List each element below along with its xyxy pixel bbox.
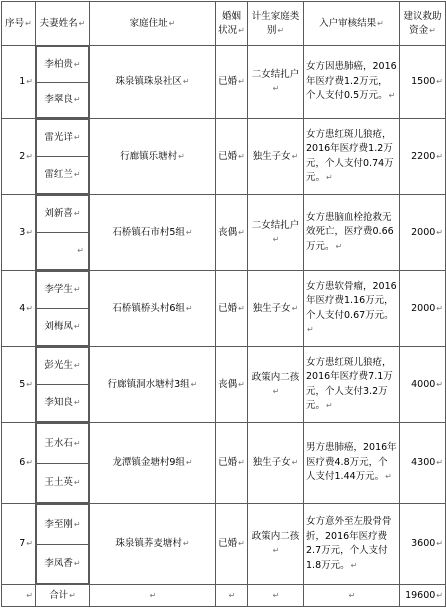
cell-marital: 丧偶↵ — [216, 347, 248, 423]
cell-seq: 4↵ — [2, 271, 36, 347]
cell-family-type: 独生子女↵ — [248, 119, 304, 195]
cell-seq: 7↵ — [2, 504, 36, 585]
cell-seq: 1↵ — [2, 46, 36, 119]
cell-seq: ↵ — [2, 585, 36, 607]
header-family-type: 计生家庭类别↵ — [248, 2, 304, 46]
header-address: 家庭住址↵ — [90, 2, 216, 46]
cell-marital: 已婚↵ — [216, 46, 248, 119]
cell-names — [36, 46, 90, 119]
cell-result: 女方意外至左股骨骨折，2016年医疗费2.7万元，个人支付1.8万元。↵ — [304, 504, 400, 585]
header-marital: 婚姻状况↵ — [216, 2, 248, 46]
wife-name: 雷红兰↵ — [37, 157, 89, 194]
header-name: 夫妻姓名↵ — [36, 2, 90, 46]
table-row — [2, 347, 446, 423]
cell-fund: 2000↵ — [400, 271, 446, 347]
table-row — [2, 46, 446, 119]
cell-family-type: 政策内二孩↵ — [248, 347, 304, 423]
table-row — [2, 504, 446, 585]
cell-address: 石桥镇桥头村6组↵ — [90, 271, 216, 347]
husband-name: 李至刚↵ — [37, 505, 89, 545]
cell-result: 女方患红斑儿狼疮，2016年医疗费1.2万元，个人支付0.74万元。↵ — [304, 119, 400, 195]
cell-family-type: 二女结扎户↵ — [248, 195, 304, 271]
cell-address: 行廊镇乐塘村↵ — [90, 119, 216, 195]
cell-names — [36, 347, 90, 423]
header-row — [2, 2, 446, 46]
total-fund: 19600↵ — [400, 585, 446, 607]
table-row — [2, 195, 446, 271]
husband-name: 李学生↵ — [37, 272, 89, 309]
table-row — [2, 423, 446, 504]
cell-address: 珠泉镇荞麦塘村↵ — [90, 504, 216, 585]
cell-address: 龙潭镇金塘村9组↵ — [90, 423, 216, 504]
wife-name: 李凤香↵ — [37, 545, 89, 584]
husband-name: 雷光详↵ — [37, 120, 89, 157]
cell-family-type: 独生子女↵ — [248, 423, 304, 504]
wife-name: 李翠良↵ — [37, 83, 89, 118]
cell-result: 女方患软骨瘤，2016年医疗费1.16万元，个人支付0.67万元。↵ — [304, 271, 400, 347]
cell-family-type: 政策内二孩↵ — [248, 504, 304, 585]
cell-family-type: 二女结扎户↵ — [248, 46, 304, 119]
cell-marital: 已婚↵ — [216, 423, 248, 504]
aid-table — [1, 1, 446, 607]
table-row — [2, 271, 446, 347]
cell-marital: 已婚↵ — [216, 504, 248, 585]
cell-address: 行廊镇洞水塘村3组↵ — [90, 347, 216, 423]
cell-fund: 4000↵ — [400, 347, 446, 423]
total-row — [2, 585, 446, 607]
table-row — [2, 119, 446, 195]
cell-result: 女方患脑血栓抢救无效死亡，医疗费0.66万元。↵ — [304, 195, 400, 271]
cell-fund: 4300↵ — [400, 423, 446, 504]
cell-seq: 6↵ — [2, 423, 36, 504]
cell-result: 女方患红斑儿狼疮，2016年医疗费7.1万元，个人支付3.2万元。↵ — [304, 347, 400, 423]
cell-family-type: 独生子女↵ — [248, 271, 304, 347]
cell-names — [36, 423, 90, 504]
cell-marital: 丧偶↵ — [216, 195, 248, 271]
header-seq: 序号↵ — [2, 2, 36, 46]
wife-name: 李知良↵ — [37, 385, 89, 422]
husband-name: 彭光生↵ — [37, 348, 89, 385]
cell-seq: 5↵ — [2, 347, 36, 423]
husband-name: 刘新喜↵ — [37, 196, 89, 233]
cell-seq: 2↵ — [2, 119, 36, 195]
cell-marital: 已婚↵ — [216, 271, 248, 347]
cell-seq: 3↵ — [2, 195, 36, 271]
total-label: 合计↵ — [36, 585, 90, 607]
header-result: 入户审核结果↵ — [304, 2, 400, 46]
cell-names — [36, 195, 90, 271]
cell-family-type: ↵ — [248, 585, 304, 607]
cell-address: 珠泉镇珠泉社区↵ — [90, 46, 216, 119]
cell-names — [36, 504, 90, 585]
cell-fund: 3600↵ — [400, 504, 446, 585]
cell-names — [36, 271, 90, 347]
cell-result: 男方患肺癌，2016年医疗费4.8万元，个人支付1.44万元。↵ — [304, 423, 400, 504]
cell-result: 女方因患肺癌，2016年医疗费1.2万元，个人支付0.5万元。↵ — [304, 46, 400, 119]
cell-fund: 2200↵ — [400, 119, 446, 195]
cell-result: ↵ — [304, 585, 400, 607]
wife-name: 王土英↵ — [37, 464, 89, 503]
cell-address: 石桥镇石市村5组↵ — [90, 195, 216, 271]
cell-address: ↵ — [90, 585, 216, 607]
cell-fund: 2000↵ — [400, 195, 446, 271]
husband-name: 王水石↵ — [37, 424, 89, 464]
cell-marital: ↵ — [216, 585, 248, 607]
header-fund: 建议救助资金↵ — [400, 2, 446, 46]
wife-name: ↵ — [37, 233, 89, 270]
wife-name: 刘梅凤↵ — [37, 309, 89, 346]
cell-names — [36, 119, 90, 195]
husband-name: 李柏贵↵ — [37, 47, 89, 83]
cell-fund: 1500↵ — [400, 46, 446, 119]
cell-marital: 已婚↵ — [216, 119, 248, 195]
